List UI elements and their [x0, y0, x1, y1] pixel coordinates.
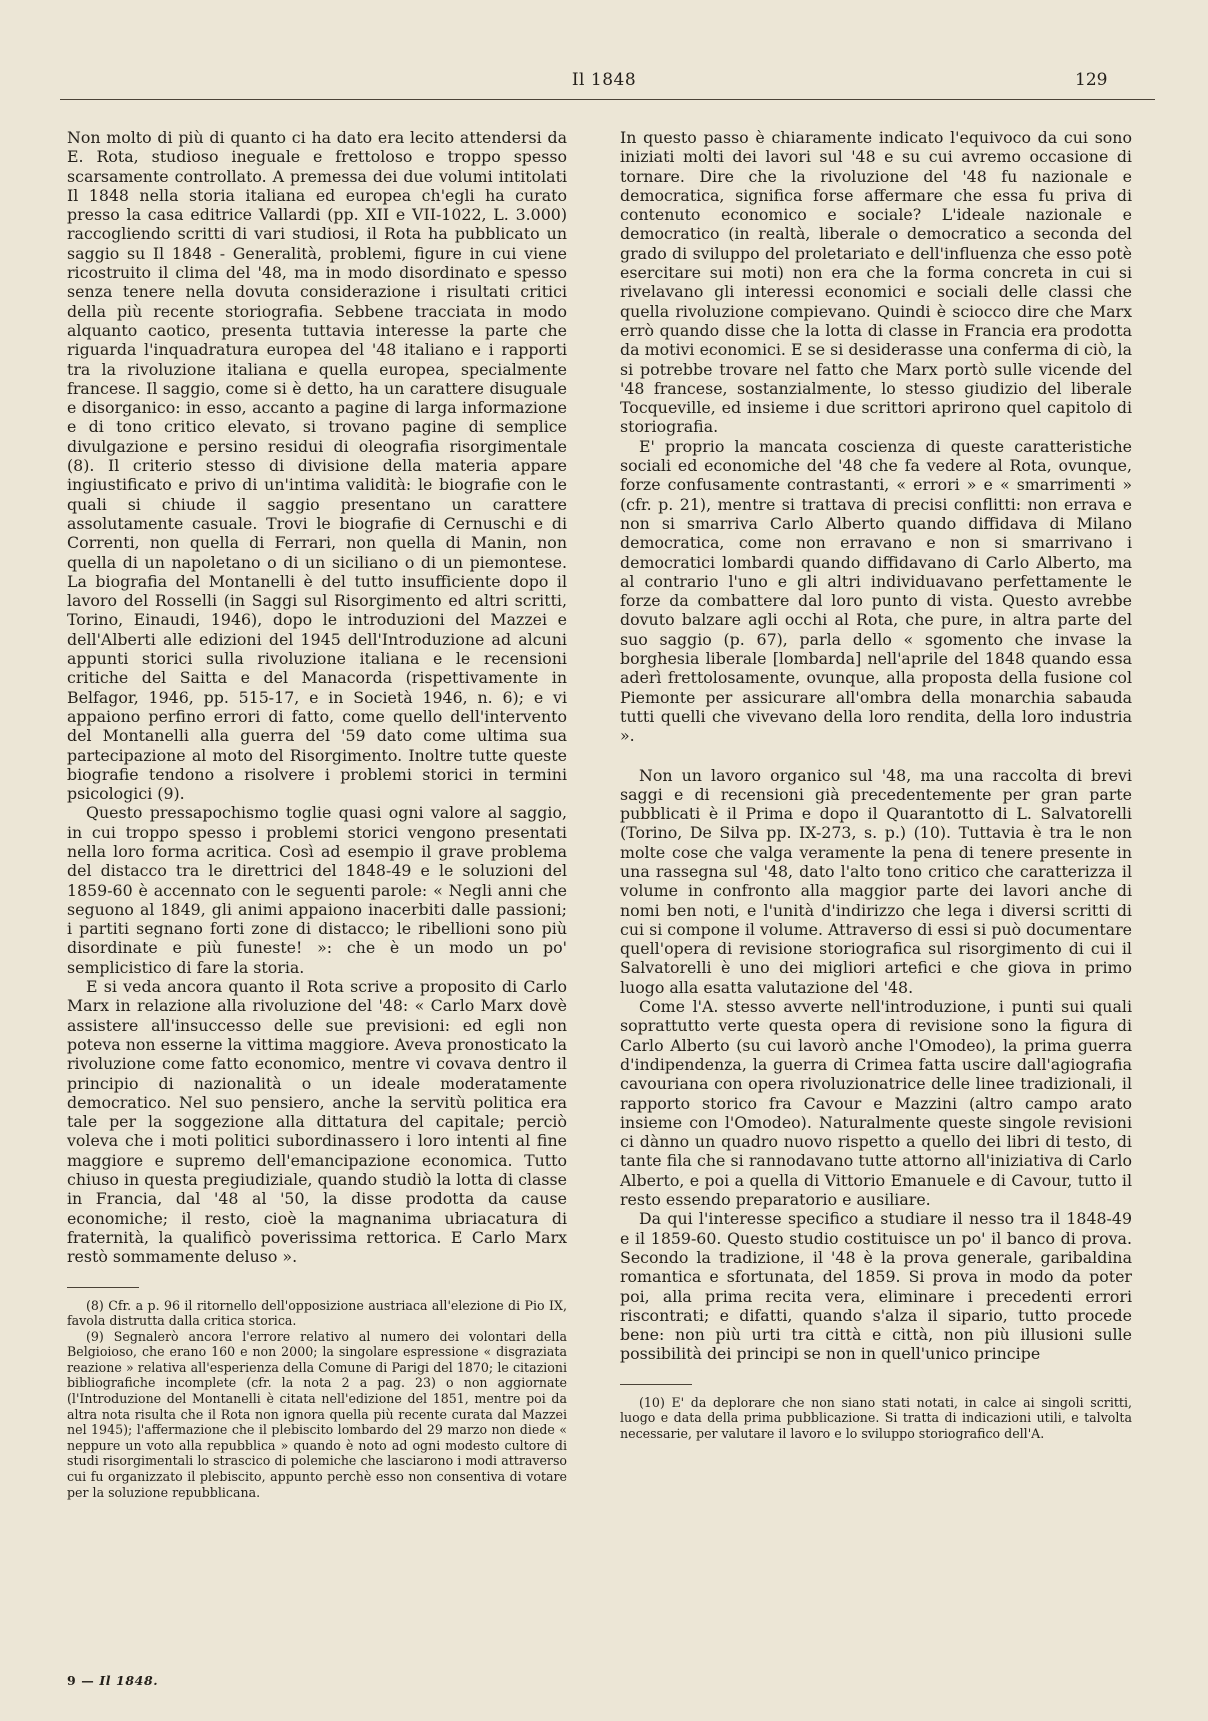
- printer-signature: [67, 1673, 158, 1688]
- paragraph: In questo passo è chiaramente indicato l'equivoco da cui sono iniziati molti dei lavori sul '48 e su cui avremo occasione di tornare. Dire che la rivoluzione del '48 fu nazionale e democratica, significa forse affermare che essa fu priva di contenuto economico e sociale? L'ideale nazionale e democratico (in realtà, liberale o democratico a seconda del grado di sviluppo del proletariato e dell'influenza che esso potè esercitare sui moti) non era che la forma concreta in cui si rivelavano gli interessi economici e sociali delle classi che quella rivoluzione compievano. Quindi è sciocco dire che Marx errò quando disse che la lotta di classe in Francia era prodotta da motivi economici. E se si desiderasse una conferma di ciò, la si potrebbe trovare nel fatto che Marx portò sulle vicende del '48 francese, sostanzialmente, lo stesso giudizio del liberale Tocqueville, ed insieme i due scrittori aprirono quel capitolo di storiografia.: [620, 128, 1132, 437]
- left-column: [67, 128, 567, 1500]
- paragraph: Da qui l'interesse specifico a studiare il nesso tra il 1848-49 e il 1859-60. Questo studio costituisce un po' il banco di prova. Secondo la tradizione, il '48 è la prova generale, garibaldina romantica e sfortunata, del 1859. Si prova in modo da poter poi, alla prima recita vera, eliminare i precedenti errori riscontrati; e difatti, quando s'alza il sipario, tutto procede bene: non più urti tra città e città, non più illusioni sulle possibilità dei principi se non in quell'unico principe: [620, 1209, 1132, 1364]
- paragraph: E' proprio la mancata coscienza di queste caratteristiche sociali ed economiche del '48 che fa vedere al Rota, ovunque, forze confusamente contrastanti, « errori » e « smarrimenti » (cfr. p. 21), mentre si trattava di precisi conflitti: non errava e non si smarriva Carlo Alberto quando diffidava di Milano democratica, come non erravano e non si smarrivano i democratici lombardi quando diffidavano di Carlo Alberto, ma al contrario l'uno e gli altri individuavano perfettamente le forze da combattere dal loro punto di vista. Questo avrebbe dovuto balzare agli occhi al Rota, che pure, in altra parte del suo saggio (p. 67), parla dello « sgomento che invase la borghesia liberale [lombarda] nell'aprile del 1848 quando essa aderì frettolosamente, ovunque, alla proposta della fusione col Piemonte per assicurare all'ombra della monarchia sabauda tutti quelli che vivevano della loro rendita, della loro industria ».: [620, 436, 1132, 746]
- footnote-separator: [620, 1384, 692, 1385]
- footnote-10: (10) E' da deplorare che non siano stati notati, in calce ai singoli scritti, luogo e data della prima pubblicazione. Si tratta di indicazioni utili, e talvolta necessarie, per valutare il lavoro e lo sviluppo storiografico dell'A.: [620, 1394, 1132, 1441]
- footnote-9: (9) Segnalerò ancora l'errore relativo al numero dei volontari della Belgioioso, che erano 160 e non 2000; la singolare espressione « disgraziata reazione » relativa all'esperienza della Comune di Parigi del 1870; le citazioni bibliografiche incomplete (cfr. la nota 2 a pag. 23) o non aggiornate (l'Introduzione del Montanelli è citata nell'edizione del 1851, mentre poi da altra nota risulta che il Rota non ignora quella più recente curata dal Mazzei nel 1945); l'affermazione che il plebiscito lombardo del 29 marzo non diede « neppure un voto alla repubblica » quando è noto ad ogni modesto cultore di studi risorgimentali lo strascico di polemiche che lasciarono i modi attraverso cui fu organizzato il plebiscito, appunto perchè esso non consentiva di votare per la soluzione repubblicana.: [67, 1328, 567, 1500]
- footnote-8: (8) Cfr. a p. 96 il ritornello dell'opposizione austriaca all'elezione di Pio IX, favola distrutta dalla critica storica.: [67, 1297, 567, 1329]
- paragraph: Come l'A. stesso avverte nell'introduzione, i punti sui quali soprattutto verte questa opera di revisione sono la figura di Carlo Alberto (su cui lavorò anche l'Omodeo), la prima guerra d'indipendenza, la guerra di Crimea fatta uscire dall'agiografia cavouriana con opera rivoluzionatrice delle linee tradizionali, il rapporto storico fra Cavour e Mazzini (altro campo arato insieme con l'Omodeo). Naturalmente queste singole revisioni ci dànno un quadro nuovo rispetto a quello dei libri di testo, di tante fila che si rannodavano tutte attorno all'iniziativa di Carlo Alberto, e poi a quella di Vittorio Emanuele e di Cavour, tutto il resto essendo preparatorio e ausiliare.: [620, 997, 1132, 1210]
- header-rule: [60, 99, 1155, 100]
- signature-title: Il 1848.: [99, 1673, 159, 1688]
- right-column: [620, 128, 1132, 1441]
- signature-number: 9 —: [67, 1673, 95, 1688]
- running-title: Il 1848: [571, 70, 637, 90]
- paragraph: Non molto di più di quanto ci ha dato era lecito attendersi da E. Rota, studioso ineguale e frettoloso e troppo spesso scarsamente controllato. A premessa dei due volumi intitolati Il 1848 nella storia italiana ed europea ch'egli ha curato presso la casa editrice Vallardi (pp. XII e VII-1022, L. 3.000) raccogliendo scritti di vari studiosi, il Rota ha pubblicato un saggio su Il 1848 - Generalità, problemi, figure in cui viene ricostruito il clima del '48, ma in modo disordinato e spesso senza tenere nella dovuta considerazione i risultati critici della più recente storiografia. Sebbene tracciata in modo alquanto caotico, presenta tuttavia interesse la parte che riguarda l'inquadratura europea del '48 italiano e i rapporti tra la rivoluzione italiana e quella europea, specialmente francese. Il saggio, come si è detto, ha un carattere disuguale e disorganico: in esso, accanto a pagine di larga informazione e di tono critico elevato, si trovano pagine di semplice divulgazione e persino residui di oleografia risorgimentale (8). Il criterio stesso di divisione della materia appare ingiustificato e privo di un'intima validità: le biografie con le quali si chiude il saggio presentano un carattere assolutamente casuale. Trovi le biografie di Cernuschi e di Correnti, non quella di Ferrari, non quella di Manin, non quella di un napoletano o di un siciliano o di un piemontese. La biografia del Montanelli è del tutto insufficiente dopo il lavoro del Rosselli (in Saggi sul Risorgimento ed altri scritti, Torino, Einaudi, 1946), dopo le introduzioni del Mazzei e dell'Alberti alle edizioni del 1945 dell'Introduzione ad alcuni appunti storici sulla rivoluzione italiana e le recensioni critiche del Saitta e del Manacorda (rispettivamente in Belfagor, 1946, pp. 515-17, e in Società 1946, n. 6); e vi appaiono perfino errori di fatto, come quello dell'intervento del Montanelli alla guerra del '59 dato come ultima sua partecipazione al moto del Risorgimento. Inoltre tutte queste biografie tendono a risolvere i problemi storici in termini psicologici (9).: [67, 128, 567, 804]
- footnote-separator: [67, 1287, 139, 1288]
- paragraph: Questo pressapochismo toglie quasi ogni valore al saggio, in cui troppo spesso i problemi storici vengono presentati nella loro forma acritica. Così ad esempio il grave problema del distacco tra le direttrici del 1848-49 e le soluzioni del 1859-60 è accennato con le seguenti parole: « Negli anni che seguono al 1849, gli animi appaiono inacerbiti dalle passioni; i partiti segnano forti zone di distacco; le ribellioni sono più disordinate e più funeste! »: che è un modo un po' semplicistico di fare la storia.: [67, 803, 567, 977]
- paragraph: E si veda ancora quanto il Rota scrive a proposito di Carlo Marx in relazione alla rivoluzione del '48: « Carlo Marx dovè assistere all'insuccesso delle sue previsioni: ed egli non poteva non esserne la vittima maggiore. Aveva pronosticato la rivoluzione come fatto economico, mentre vi covava dentro il principio di nazionalità o un ideale moderatamente democratico. Nel suo pensiero, anche la servitù politica era tale per la soggezione alla dittatura del capitale; perciò voleva che i moti politici subordinassero i loro intenti al fine maggiore e supremo dell'emancipazione economica. Tutto chiuso in questa pregiudiziale, quando studiò la lotta di classe in Francia, dal '48 al '50, la disse prodotta da cause economiche; il resto, cioè la magnanima ubriacatura di fraternità, la qualificò poverissima rettorica. E Carlo Marx restò sommamente deluso ».: [67, 977, 567, 1267]
- paragraph: Non un lavoro organico sul '48, ma una raccolta di brevi saggi e di recensioni già precedentemente per gran parte pubblicati è il Prima e dopo il Quarantotto di L. Salvatorelli (Torino, De Silva pp. IX-273, s. p.) (10). Tuttavia è tra le non molte cose che valga veramente la pena di tenere presente in una rassegna sul '48, dato l'alto tono critico che caratterizza il volume in confronto alla maggior parte dei lavori anche di nomi ben noti, e l'unità d'indirizzo che lega i diversi scritti di cui si compone il volume. Attraverso di essi si può documentare quell'opera di revisione storiografica sul risorgimento di cui il Salvatorelli è uno dei migliori artefici e che giova in primo luogo alla esatta valutazione del '48.: [620, 765, 1132, 997]
- page-number: 129: [1075, 70, 1108, 90]
